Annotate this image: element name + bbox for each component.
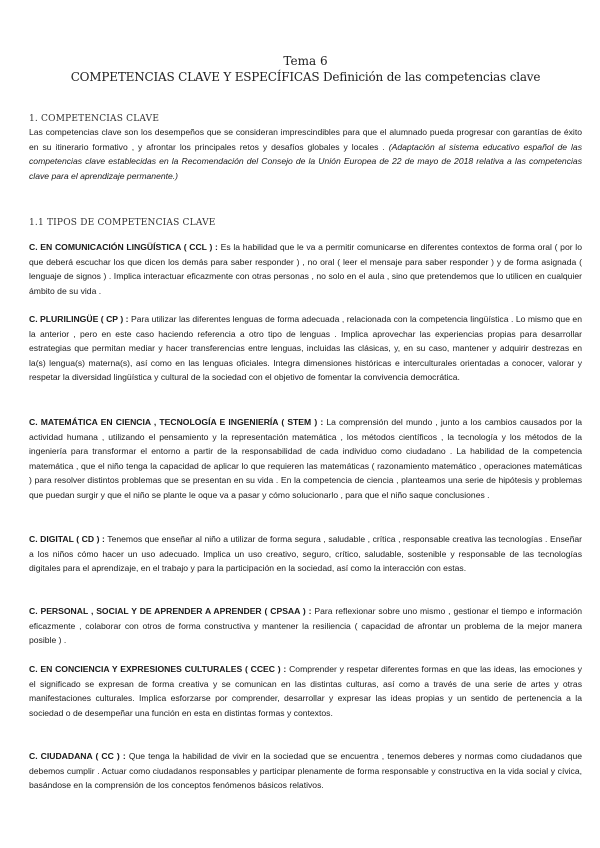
page-title: COMPETENCIAS CLAVE Y ESPECÍFICAS Definición de las competencias clave xyxy=(70,70,541,84)
competence-cp xyxy=(29,312,582,385)
competence-ccec xyxy=(29,662,582,720)
page-title-topic: Tema 6 xyxy=(283,54,328,68)
section-heading-tipos: 1.1 TIPOS DE COMPETENCIAS CLAVE xyxy=(29,218,216,228)
competence-text: Tenemos que enseñar al niño a utilizar de forma segura , saludable , crítica , responsable creativa las tecnologías . Enseñar a los niños cómo hacer un uso adecuado. Implica un uso creativo, seguro, crítico, saludable, sostenible y responsable de las tecnologías digitales para el aprendizaje, en el trabajo y para la participación en la sociedad, así como la interacción con estas. xyxy=(29,534,582,574)
competence-text: Es la habilidad que le va a permitir comunicarse en diferentes contextos de forma oral ( por lo que deberá escuchar los que dicen los demás para saber responder ) , no oral ( leer el mensaje para saber responder ) y de forma asignada ( lenguaje de signos ) . Implica interactuar eficazmente con otras personas , no solo en el aula , sino que pretendemos que lo utilicen en cualquier ámbito de su vida . xyxy=(29,242,582,296)
competence-name: C. PERSONAL , SOCIAL Y DE APRENDER A APRENDER ( CPSAA ) : xyxy=(29,606,312,616)
competence-name: C. EN CONCIENCIA Y EXPRESIONES CULTURALES ( CCEC ) : xyxy=(29,664,287,674)
competence-name: C. PLURILINGÜE ( CP ) : xyxy=(29,314,129,324)
competence-name: C. MATEMÁTICA EN CIENCIA , TECNOLOGÍA E INGENIERÍA ( STEM ) : xyxy=(29,417,324,427)
competence-text: Para reflexionar sobre uno mismo , gestionar el tiempo e información eficazmente , colaborar con otros de forma constructiva y mantener la resiliencia ( capacidad de afrontar un problema de la mejor manera posible ) . xyxy=(29,606,582,646)
competence-ccl xyxy=(29,240,582,298)
competence-cc xyxy=(29,749,582,793)
competence-text: Comprender y respetar diferentes formas en que las ideas, las emociones y el significado se expresan de forma creativa y se comunican en las distintas culturas, así como a través de una serie de artes y otras manifestaciones culturales. Implica esforzarse por comprender, desarrollar y expresar las ideas propias y un sentido de pertenencia a la sociedad o de desempeñar una función en esta en distintas formas y contextos. xyxy=(29,664,582,718)
competence-name: C. EN COMUNICACIÓN LINGÜÍSTICA ( CCL ) : xyxy=(29,242,218,252)
competence-cd xyxy=(29,532,582,576)
competence-name: C. DIGITAL ( CD ) : xyxy=(29,534,105,544)
intro-citation: (Adaptación al sistema educativo español de las competencias clave establecidas en la Recomendación del Consejo de la Unión Europea de 22 de mayo de 2018 relativa a las competencias clave para el aprendizaje permanente.) xyxy=(29,141,582,181)
competence-stem xyxy=(29,415,582,503)
competence-text: Que tenga la habilidad de vivir en la sociedad que se encuentra , tenemos deberes y normas como ciudadanos que debemos cumplir . Actuar como ciudadanos responsables y participar plenamente de forma responsable y constructiva en la vida social y cívica, basándose en la comprensión de los conceptos fenómenos básicos relativos. xyxy=(29,751,583,791)
competence-text: La comprensión del mundo , junto a los cambios causados por la actividad humana , utilizando el pensamiento y la representación matemática , los métodos científicos , la tecnología y los métodos de la ingeniería para transformar el entorno a partir de la responsabilidad de cada individuo como ciudadano . La habilidad de la competencia matemática , que el niño tenga la capacidad de aplicar lo que requieren las matemáticas ( razonamiento matemático , operaciones matemáticas ) para resolver distintos problemas que se presentan en su vida . En la competencia de ciencia , planteamos una serie de hipótesis y problemas que puedan surgir y que el niño se plante le oque va a pasar y cómo solucionarlo , para que el niño saque conclusiones . xyxy=(29,417,583,500)
competence-cpsaa xyxy=(29,604,582,648)
competence-name: C. CIUDADANA ( CC ) : xyxy=(29,751,126,761)
competence-text: Para utilizar las diferentes lenguas de forma adecuada , relacionada con la competencia lingüística . Lo mismo que en la anterior , pero en este caso haciendo referencia a otro tipo de lenguas . Implica aprovechar las experiencias propias para desarrollar estrategias que permitan mediar y hacer transferencias entre lenguas, incluidas las clásicas, y, en su caso, mantener y adquirir destrezas en la(s) lengua(s) materna(s), así como en las lenguas oficiales. Integra dimensiones históricas e interculturales orientadas a conocer, valorar y respetar la diversidad lingüística y cultural de la sociedad con el objetivo de fomentar la convivencia democrática. xyxy=(29,314,582,383)
intro-text: Las competencias clave son los desempeños que se consideran imprescindibles para que el alumnado pueda progresar con garantías de éxito en su itinerario formativo , y afrontar los principales retos y desafíos globales y locales . xyxy=(29,127,582,152)
section-intro-paragraph xyxy=(29,125,582,183)
section-heading-competencias-clave: 1. COMPETENCIAS CLAVE xyxy=(29,114,160,124)
